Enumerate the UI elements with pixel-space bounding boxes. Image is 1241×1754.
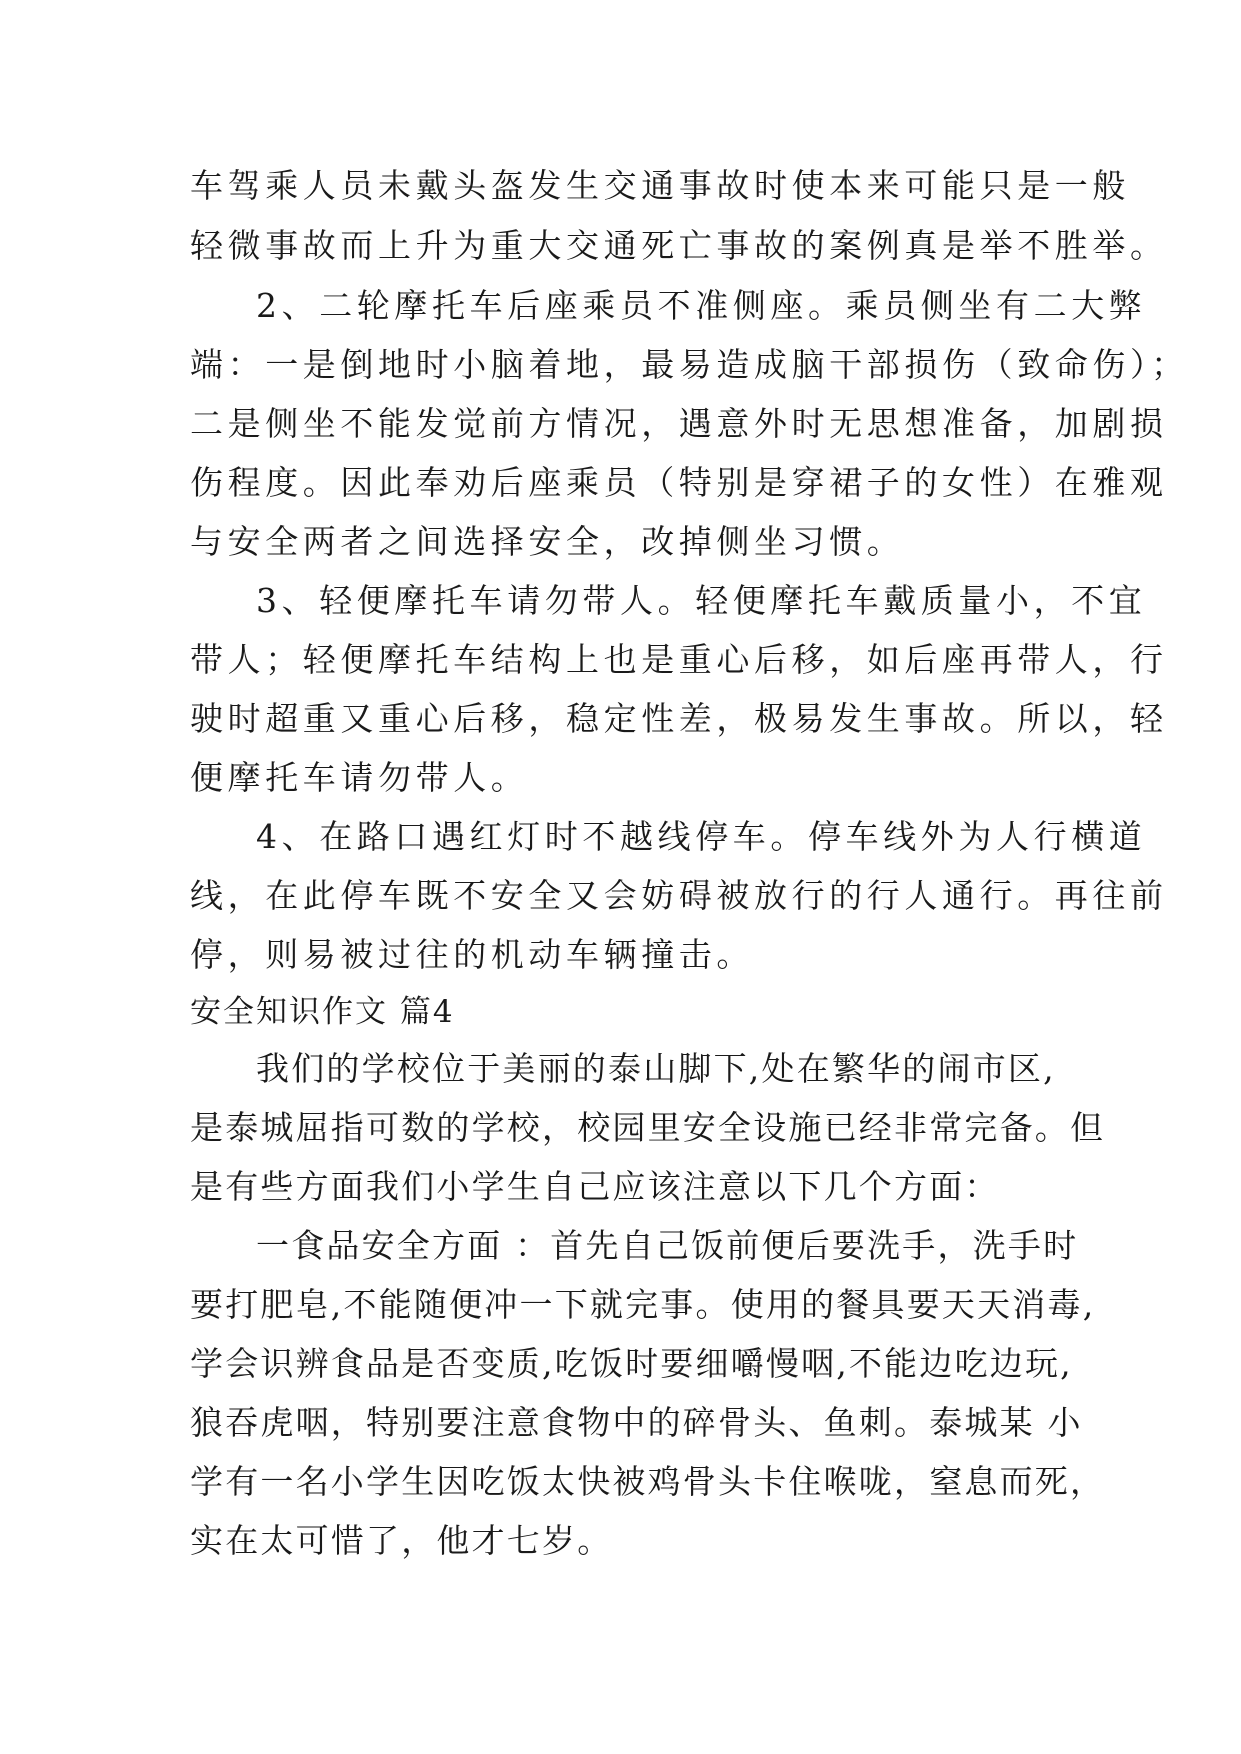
text-line: 停，则易被过往的机动车辆撞击。 — [190, 935, 754, 974]
text-line: 与安全两者之间选择安全，改掉侧坐习惯。 — [190, 522, 905, 561]
paragraph-first-line: 我们的学校位于美丽的泰山脚下,处在繁华的闹市区, — [256, 1049, 1056, 1088]
paragraph-2-first-line: 2、二轮摩托车后座乘员不准侧座。乘员侧坐有二大弊 — [256, 286, 1147, 325]
text-line: 学有一名小学生因吃饭太快被鸡骨头卡住喉咙，窒息而死， — [190, 1462, 1106, 1501]
paragraph-3-first-line: 3、轻便摩托车请勿带人。轻便摩托车戴质量小，不宜 — [256, 581, 1147, 620]
text-line: 要打肥皂,不能随便冲一下就完事。使用的餐具要天天消毒, — [190, 1285, 1096, 1324]
text-line: 车驾乘人员未戴头盔发生交通事故时使本来可能只是一般 — [190, 166, 1130, 205]
text-line: 伤程度。因此奉劝后座乘员（特别是穿裙子的女性）在雅观 — [190, 463, 1168, 502]
text-line: 线，在此停车既不安全又会妨碍被放行的行人通行。再往前 — [190, 876, 1168, 915]
text-line: 狼吞虎咽，特别要注意食物中的碎骨头、鱼刺。泰城某 小 — [190, 1403, 1083, 1442]
text-line: 是有些方面我们小学生自己应该注意以下几个方面： — [190, 1167, 1000, 1206]
text-line: 轻微事故而上升为重大交通死亡事故的案例真是举不胜举。 — [190, 226, 1168, 265]
text-line: 实在太可惜了，他才七岁。 — [190, 1521, 613, 1560]
text-line: 驶时超重又重心后移，稳定性差，极易发生事故。所以，轻 — [190, 699, 1168, 738]
text-line: 便摩托车请勿带人。 — [190, 758, 529, 797]
paragraph-4-first-line: 4、在路口遇红灯时不越线停车。停车线外为人行横道 — [256, 817, 1147, 856]
paragraph-first-line: 一食品安全方面 ：首先自己饭前便后要洗手，洗手时 — [256, 1226, 1079, 1265]
section-heading: 安全知识作文 篇4 — [190, 994, 455, 1030]
text-line: 是泰城屈指可数的学校，校园里安全设施已经非常完备。但 — [190, 1108, 1106, 1147]
text-line: 二是侧坐不能发觉前方情况，遇意外时无思想准备，加剧损 — [190, 404, 1168, 443]
text-line: 端：一是倒地时小脑着地，最易造成脑干部损伤（致命伤）； — [190, 345, 1189, 384]
text-line: 带人；轻便摩托车结构上也是重心后移，如后座再带人，行 — [190, 640, 1168, 679]
text-line: 学会识辨食品是否变质,吃饭时要细嚼慢咽,不能边吃边玩, — [190, 1344, 1073, 1383]
